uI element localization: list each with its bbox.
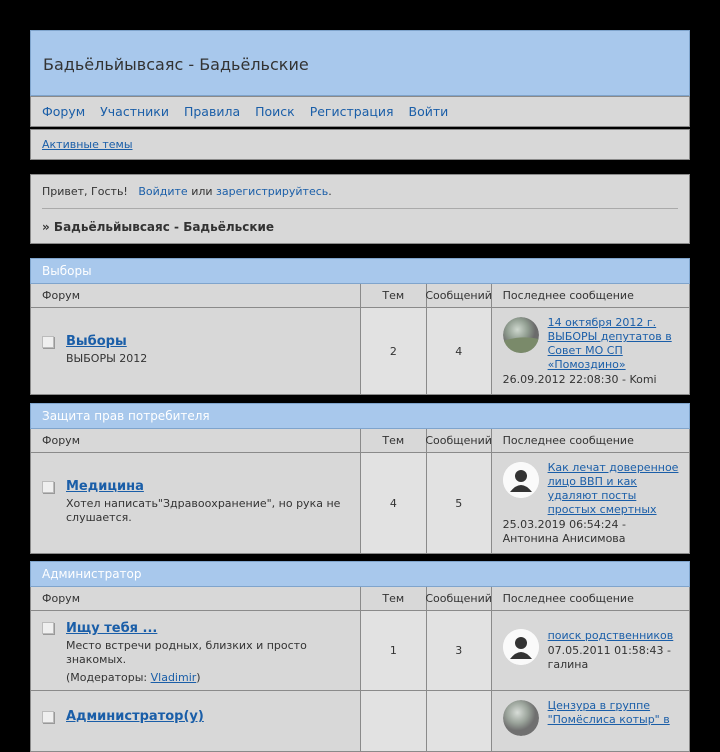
topic-count: 1: [361, 611, 427, 690]
post-count: 5: [427, 453, 492, 553]
col-forum: Форум: [31, 587, 361, 610]
post-count: 4: [427, 308, 492, 394]
topic-count: 2: [361, 308, 427, 394]
last-post-meta: 07.05.2011 01:58:43 - галина: [547, 644, 671, 671]
sub-nav: [30, 129, 690, 160]
forum-name-link[interactable]: Ищу тебя ...: [66, 621, 158, 636]
main-nav: [30, 96, 690, 127]
forum-description: Хотел написать"Здравоохранение", но рука не слушается.: [66, 497, 341, 524]
last-post-link[interactable]: поиск родственников: [547, 629, 674, 642]
post-count: 3: [427, 611, 492, 690]
nav-register[interactable]: Регистрация: [309, 104, 394, 119]
nav-login[interactable]: Войти: [408, 104, 449, 119]
forum-status-icon: [42, 336, 54, 348]
section-title: Защита прав потребителя: [30, 403, 690, 429]
col-last-post: Последнее сообщение: [502, 592, 634, 605]
site-header: [30, 30, 690, 96]
default-user-icon: [503, 462, 539, 498]
login-link[interactable]: Войдите: [138, 185, 188, 198]
topic-count: 4: [361, 453, 427, 553]
forum-status-icon: [42, 622, 54, 634]
active-topics-link[interactable]: Активные темы: [42, 138, 133, 151]
col-topics: Тем: [361, 284, 427, 307]
forum-name-link[interactable]: Администратор(у): [66, 709, 204, 724]
forum-row: [31, 610, 689, 690]
nav-search[interactable]: Поиск: [255, 104, 295, 119]
site-title: Бадьёльйывсаяс - Бадьёльские: [43, 54, 309, 74]
divider: [42, 208, 678, 209]
forum-name-link[interactable]: Медицина: [66, 479, 144, 494]
column-headers: [31, 587, 689, 610]
or-text: или: [191, 185, 213, 198]
last-post-link[interactable]: Как лечат доверенное лицо ВВП и как удаляют посты простых смертных: [547, 461, 679, 516]
forum-status-icon: [42, 711, 54, 723]
col-last-post: Последнее сообщение: [502, 289, 634, 302]
greeting-text: Привет, Гость!: [42, 185, 128, 198]
greeting-line: [42, 185, 332, 198]
welcome-panel: [30, 174, 690, 244]
forum-row: [31, 690, 689, 751]
col-forum: Форум: [31, 284, 361, 307]
section-title: Администратор: [30, 561, 690, 587]
topic-count: [361, 691, 427, 751]
last-post-meta: 25.03.2019 06:54:24 - Антонина Анисимова: [502, 518, 626, 545]
default-user-icon: [503, 629, 539, 665]
forum-description: Место встречи родных, близких и просто знакомых.: [66, 639, 307, 666]
section-administrator: [30, 561, 690, 752]
moderators-label: (Модераторы:: [66, 671, 148, 684]
column-headers: [31, 284, 689, 307]
col-last-post: Последнее сообщение: [502, 434, 634, 447]
last-post-link[interactable]: 14 октября 2012 г. ВЫБОРЫ депутатов в Совет МО СП «Помоздино»: [547, 316, 672, 371]
post-count: [427, 691, 492, 751]
col-forum: Форум: [31, 429, 361, 452]
forum-row: [31, 452, 689, 553]
period-text: .: [328, 185, 332, 198]
avatar-photo-icon: [503, 700, 539, 736]
nav-forum[interactable]: Форум: [42, 104, 86, 119]
forum-status-icon: [42, 481, 54, 493]
avatar-photo-icon: [503, 317, 539, 353]
breadcrumb: » Бадьёльйывсаяс - Бадьёльские: [42, 220, 275, 234]
moderator-link[interactable]: Vladimir: [150, 671, 197, 684]
moderators-close: ): [196, 671, 201, 684]
last-post-meta: 26.09.2012 22:08:30 - Komi: [502, 373, 657, 386]
forum-row: [31, 307, 689, 394]
last-post-link[interactable]: Цензура в группе "Помёслиса котыр" в: [547, 699, 670, 726]
nav-members[interactable]: Участники: [100, 104, 169, 119]
section-consumer-rights: [30, 403, 690, 554]
col-posts: Сообщений: [427, 429, 492, 452]
register-link[interactable]: зарегистрируйтесь: [216, 185, 329, 198]
col-topics: Тем: [361, 429, 427, 452]
forum-description: ВЫБОРЫ 2012: [66, 352, 148, 365]
moderators-line: [66, 671, 350, 684]
section-elections: [30, 258, 690, 395]
nav-rules[interactable]: Правила: [183, 104, 241, 119]
forum-name-link[interactable]: Выборы: [66, 334, 127, 349]
section-title: Выборы: [30, 258, 690, 284]
col-topics: Тем: [361, 587, 427, 610]
col-posts: Сообщений: [427, 587, 492, 610]
col-posts: Сообщений: [427, 284, 492, 307]
column-headers: [31, 429, 689, 452]
